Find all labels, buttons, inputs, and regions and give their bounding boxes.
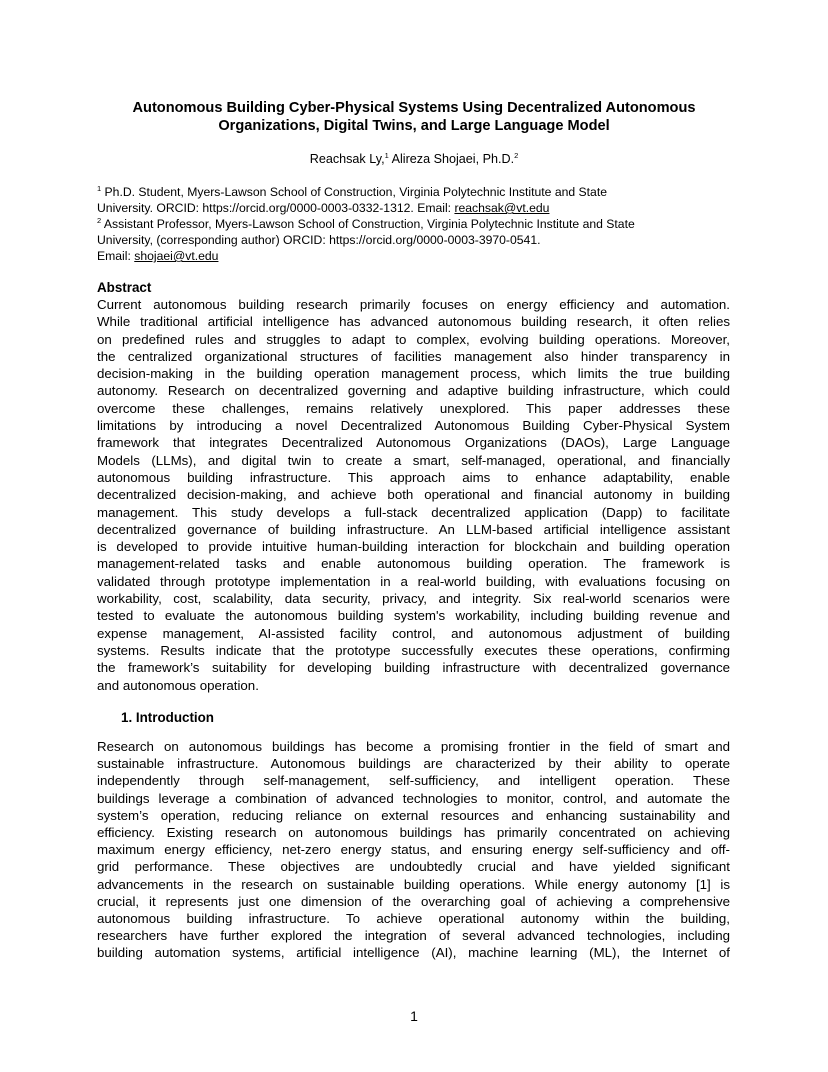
- abstract-line: overcome these challenges, remains relatively unexplored. This paper addresses these: [97, 400, 730, 416]
- abstract-line: validated through prototype implementation in a real-world building, with evaluations focusing on: [97, 573, 730, 589]
- affiliation-marker: 1: [97, 184, 102, 193]
- introduction-line: researchers have further explored the integration of several advanced technologies, including: [97, 928, 730, 944]
- introduction-line: Research on autonomous buildings has become a promising frontier in the field of smart and: [97, 739, 730, 754]
- introduction-line: crucial, it represents just one dimension of the overarching goal of achieving a comprehensive: [97, 893, 730, 909]
- author-name: Alireza Shojaei, Ph.D.: [388, 152, 515, 166]
- affiliation-line: [97, 184, 737, 200]
- introduction-line: sustainable infrastructure. Autonomous buildings are characterized by their ability to operate: [97, 756, 730, 772]
- introduction-line: advancements in the research on sustainable building operations. While energy autonomy [1] is: [97, 876, 730, 892]
- affiliation-line: [97, 200, 737, 216]
- abstract-line: autonomy. Research on decentralized governing and adaptive building infrastructure, which could: [97, 383, 730, 399]
- abstract-line: Models (LLMs), and digital twin to create a smart, self-managed, operational, and financially: [97, 452, 730, 468]
- email-link[interactable]: reachsak@vt.edu: [454, 201, 550, 215]
- affiliation-line: [97, 216, 737, 232]
- paper-title: [80, 99, 748, 135]
- affiliation-line: University, (corresponding author) ORCID: https://orcid.org/0000-0003-3970-0541.: [97, 233, 541, 247]
- abstract-line: the centralized organizational structures of facilities management also hinder transparency in: [97, 348, 730, 364]
- abstract-body: [97, 296, 730, 694]
- abstract-line: workability, cost, scalability, data security, privacy, and integrity. Six real-world scenarios were: [97, 591, 730, 607]
- introduction-line: maximum energy efficiency, net-zero energy status, and ensuring energy self-sufficiency and off-: [97, 842, 730, 858]
- abstract-line: Current autonomous building research primarily focuses on energy efficiency and automation.: [97, 297, 730, 312]
- abstract-line: and autonomous operation.: [97, 677, 259, 693]
- title-line: Organizations, Digital Twins, and Large Language Model: [218, 118, 610, 134]
- introduction-line: autonomous building infrastructure. To achieve operational autonomy within the building,: [97, 911, 730, 927]
- abstract-line: framework that integrates Decentralized Autonomous Organizations (DAOs), Large Language: [97, 435, 730, 451]
- email-link[interactable]: shojaei@vt.edu: [134, 249, 219, 263]
- author-affiliation-marker: 2: [514, 151, 519, 160]
- introduction-line: grid performance. These objectives are undoubtedly crucial and have yielded significant: [97, 859, 730, 875]
- affiliation-text: University. ORCID: https://orcid.org/0000-0003-0332-1312. Email:: [97, 201, 455, 215]
- author-affiliation-marker: 1: [384, 151, 389, 160]
- author-name: Reachsak Ly,: [309, 152, 385, 166]
- abstract-line: decentralized governance of building infrastructure. An LLM-based artificial intelligence assistant: [97, 521, 730, 537]
- affiliation-text: Email:: [97, 249, 135, 263]
- introduction-line: independently through self-management, self-sufficiency, and intelligent operation. These: [97, 773, 730, 789]
- abstract-line: is developed to provide intuitive human-building interaction for blockchain and building operation: [97, 539, 730, 555]
- abstract-line: management. This study develops a full-stack decentralized application (Dapp) to facilitate: [97, 504, 730, 520]
- affiliation-marker: 2: [97, 216, 102, 225]
- introduction-line: buildings leverage a combination of advanced technologies to monitor, control, and automate the: [97, 790, 730, 806]
- author-list: [0, 151, 828, 167]
- abstract-line: on predefined rules and struggles to adapt to complex, evolving building operations. Moreover,: [97, 331, 730, 347]
- abstract-heading: Abstract: [97, 280, 152, 295]
- affiliations: [97, 184, 737, 264]
- abstract-line: expense management, AI-assisted facility control, and autonomous adjustment of building: [97, 625, 730, 641]
- introduction-line: system’s operation, reducing reliance on external resources and enhancing sustainability and: [97, 807, 730, 823]
- abstract-line: While traditional artificial intelligence has advanced autonomous building research, it often relies: [97, 314, 730, 330]
- abstract-line: management-related tasks and enable autonomous building operation. The framework is: [97, 556, 730, 572]
- section-heading-introduction: 1. Introduction: [121, 710, 214, 725]
- abstract-line: decision-making in the building operation management process, which limits the true building: [97, 366, 730, 382]
- abstract-line: decentralized decision-making, and achieve both operational and financial autonomy in building: [97, 487, 730, 503]
- introduction-line: efficiency. Existing research on autonomous buildings has primarily concentrated on achieving: [97, 825, 730, 841]
- abstract-line: autonomous building infrastructure. This approach aims to enhance adaptability, enable: [97, 469, 730, 485]
- introduction-line: building automation systems, artificial intelligence (AI), machine learning (ML), the Internet of: [97, 945, 730, 961]
- abstract-line: the framework’s suitability for developing building infrastructure with decentralized governance: [97, 660, 730, 676]
- abstract-line: tested to evaluate the autonomous building system's workability, including building revenue and: [97, 608, 730, 624]
- introduction-body: [97, 738, 730, 962]
- page-number: 1: [410, 1008, 418, 1024]
- abstract-line: limitations by introducing a novel Decentralized Autonomous Building Cyber-Physical System: [97, 418, 730, 434]
- title-line: Autonomous Building Cyber-Physical Systems Using Decentralized Autonomous: [132, 100, 696, 116]
- affiliation-text: Assistant Professor, Myers-Lawson School of Construction, Virginia Polytechnic Institute and State: [101, 217, 635, 231]
- affiliation-text: Ph.D. Student, Myers-Lawson School of Construction, Virginia Polytechnic Institute and State: [101, 185, 607, 199]
- affiliation-line: [97, 248, 737, 264]
- abstract-line: systems. Results indicate that the prototype successfully executes these operations, confirming: [97, 642, 730, 658]
